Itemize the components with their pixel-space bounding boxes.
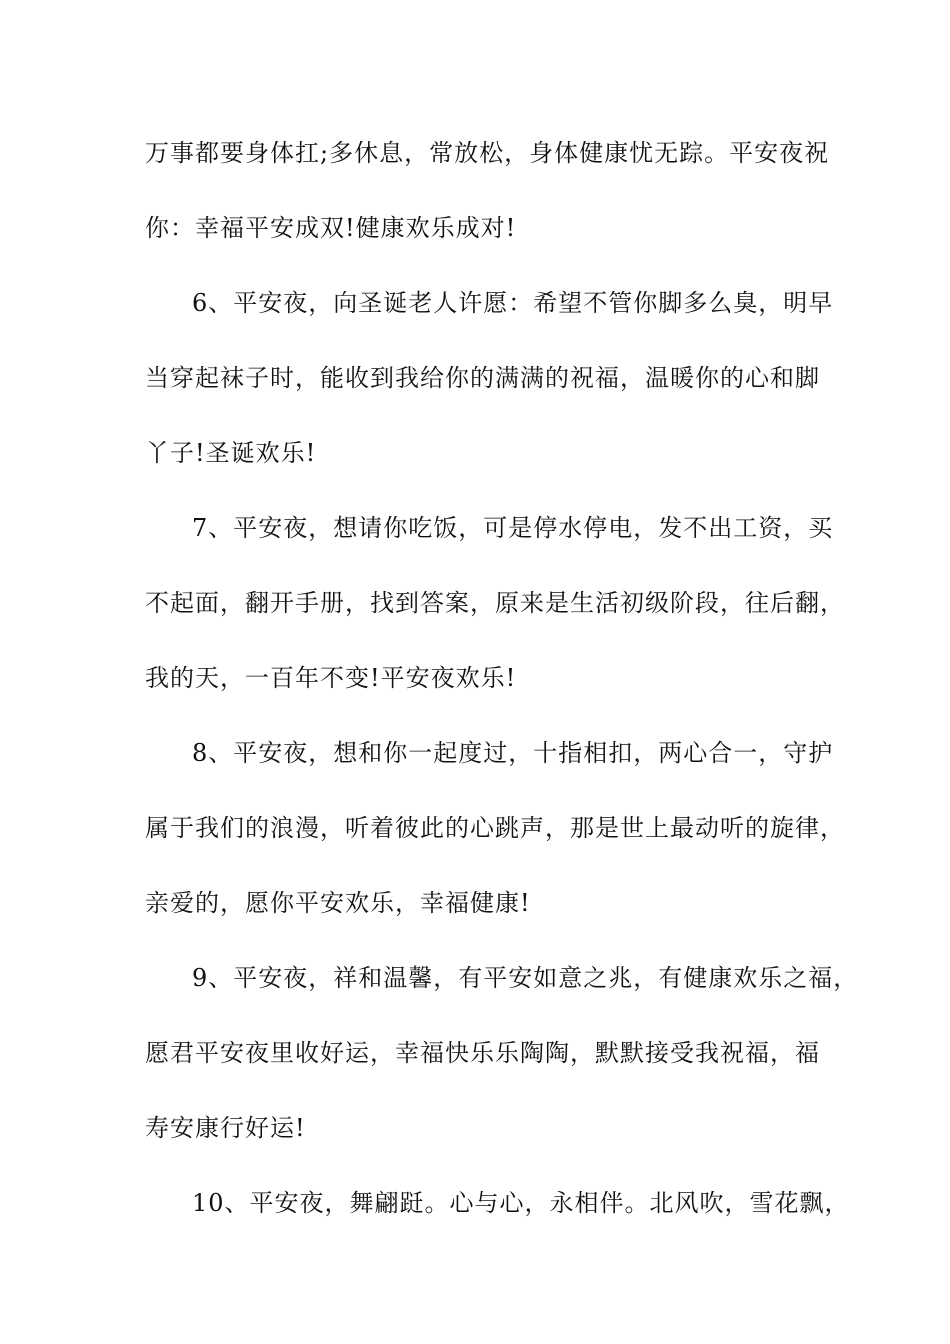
paragraph-start-line: 10、平安夜，舞翩跹。心与心，永相伴。北风吹，雪花飘， <box>192 1189 850 1217</box>
text-line: 我的天，一百年不变!平安夜欢乐! <box>145 664 517 692</box>
text-line: 不起面，翻开手册，找到答案，原来是生活初级阶段，往后翻， <box>145 589 845 617</box>
text-line: 愿君平安夜里收好运，幸福快乐乐陶陶，默默接受我祝福，福 <box>145 1039 820 1067</box>
text-line: 寿安康行好运! <box>145 1114 306 1142</box>
paragraph-start-line: 7、平安夜，想请你吃饭，可是停水停电，发不出工资，买 <box>192 514 834 542</box>
text-line: 当穿起袜子时，能收到我给你的满满的祝福，温暖你的心和脚 <box>145 364 820 392</box>
paragraph-start-line: 9、平安夜，祥和温馨，有平安如意之兆，有健康欢乐之福， <box>192 964 859 992</box>
paragraph-start-line: 6、平安夜，向圣诞老人许愿：希望不管你脚多么臭，明早 <box>192 289 834 317</box>
text-line: 万事都要身体扛;多休息，常放松，身体健康忧无踪。平安夜祝 <box>145 139 830 167</box>
text-line: 亲爱的，愿你平安欢乐，幸福健康! <box>145 889 531 917</box>
text-line: 属于我们的浪漫，听着彼此的心跳声，那是世上最动听的旋律， <box>145 814 845 842</box>
text-line: 丫子!圣诞欢乐! <box>145 439 317 467</box>
paragraph-start-line: 8、平安夜，想和你一起度过，十指相扣，两心合一，守护 <box>192 739 834 767</box>
text-line: 你：幸福平安成双!健康欢乐成对! <box>145 214 517 242</box>
